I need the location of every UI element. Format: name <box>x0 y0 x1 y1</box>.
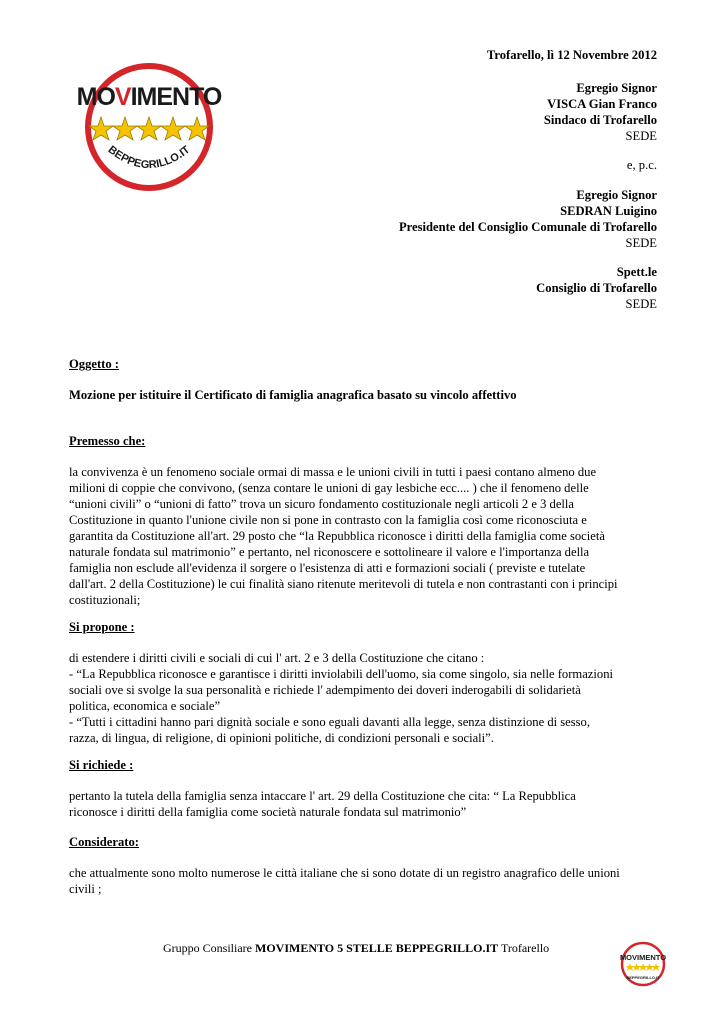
svg-text:MOVIMENTO: MOVIMENTO <box>76 83 222 111</box>
recipient-consiglio: Spett.le Consiglio di Trofarello SEDE <box>536 265 657 311</box>
oggetto-heading: Oggetto : <box>69 357 120 371</box>
propone-section <box>69 619 659 746</box>
svg-text:MOVIMENTO: MOVIMENTO <box>619 953 667 962</box>
letter-date: Trofarello, lì 12 Novembre 2012 <box>486 48 657 62</box>
svg-text:BEPPEGRILLO.IT: BEPPEGRILLO.IT <box>105 143 193 172</box>
recipient-sindaco: Egregio Signor VISCA Gian Franco Sindaco di Trofarello SEDE <box>543 81 657 143</box>
recipient-presidente: Egregio Signor SEDRAN Luigino Presidente del Consiglio Comunale di Trofarello SEDE <box>398 188 657 250</box>
footer-movimento-logo <box>618 940 668 988</box>
considerato-paragraph: che attualmente sono molto numerose le città italiane che si sono dotate di un registro anagrafico delle unioni civili ; <box>69 866 620 896</box>
oggetto-text: Mozione per istituire il Certificato di famiglia anagrafica basato su vincolo affettivo <box>69 388 517 402</box>
considerato-section <box>69 834 659 897</box>
footer-text: Gruppo Consiliare MOVIMENTO 5 STELLE BEPPEGRILLO.IT Trofarello <box>163 941 550 955</box>
richiede-section <box>69 757 659 820</box>
premesso-section <box>69 433 659 608</box>
considerato-heading: Considerato: <box>69 835 139 849</box>
oggetto-section <box>69 356 659 403</box>
movimento-logo <box>70 62 228 192</box>
propone-paragraph: di estendere i diritti civili e sociali di cui l' art. 2 e 3 della Costituzione che citano : - “La Repubblica riconosce e garantisce i diritti inviolabili dell'uomo, sia come singolo, sia nelle formazioni sociali ove si svolge la sua personalità e richiede l' adempimento dei doveri inderogabili di solidarietà politica, economica e sociale” - “Tutti i cittadini hanno pari dignità sociale e sono eguali davanti alla legge, senza distinzione di sesso, razza, di lingua, di religione, di opinioni politiche, di condizioni personali e sociali”. <box>69 651 613 745</box>
per-conoscenza: e, p.c. <box>626 158 657 172</box>
richiede-heading: Si richiede : <box>69 758 134 772</box>
richiede-paragraph: pertanto la tutela della famiglia senza intaccare l' art. 29 della Costituzione che cita: “ La Repubblica riconosce i diritti della famiglia come società naturale fondata sul matrimonio” <box>69 789 576 819</box>
svg-text:BEPPEGRILLO.IT: BEPPEGRILLO.IT <box>626 975 660 980</box>
premesso-paragraph: la convivenza è un fenomeno sociale ormai di massa e le unioni civili in tutti i paesi contano almeno due milioni di coppie che convivono, (senza contare le unioni di gay lesbiche ecc.... ) che il fenomeno delle “unioni civili” o “unioni di fatto” trova un sicuro fondamento costituzionale negli articoli 2 e 3 della Costituzione in quanto l'unione civile non si pone in contrasto con la famiglia così come riconosciuta e garantita da Costituzione all'art. 29 posto che “la Repubblica riconosce i diritti della famiglia come società naturale fondata sul matrimonio” e pertanto, nel riconoscere e sottolineare il valore e l'importanza della famiglia non esclude all'evidenza il sorgere o l'esistenza di atti e formazioni sociali ( previste e tutelate dall'art. 2 della Costituzione) le cui finalità siano ritenute meritevoli di tutela e non contrastanti con i principi costituzionali; <box>69 465 618 607</box>
premesso-heading: Premesso che: <box>69 434 146 448</box>
propone-heading: Si propone : <box>69 620 135 634</box>
